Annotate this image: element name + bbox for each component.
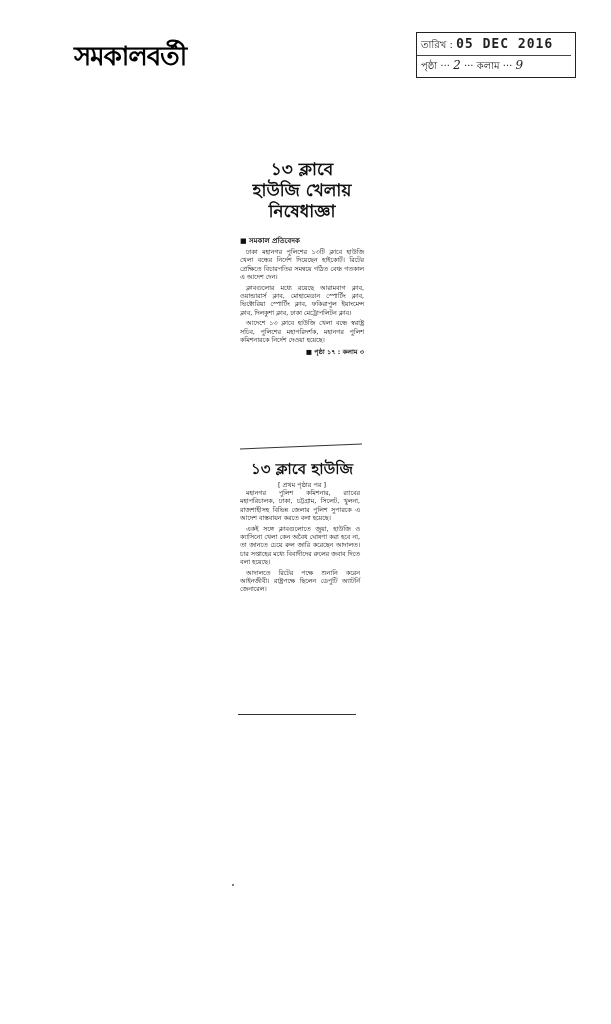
clipping-divider — [240, 443, 362, 451]
stamp-page-row: পৃষ্ঠা ··· 2 ··· কলাম ··· 9 — [417, 55, 571, 76]
headline-line: নিষেধাজ্ঞা — [268, 202, 336, 222]
continuation-paragraph: মহানগর পুলিশ কমিশনার, র‍্যাবের মহাপরিচালক, ঢাকা, চট্টগ্রাম, সিলেট, খুলনা, রাজশাহীসহ বিভিন্ন জেলার পুলিশ সুপারকে এ আদেশ বাস্তবায়ন করতে বলা হয়েছে। — [240, 490, 360, 523]
headline-line: হাউজি খেলায় — [252, 181, 352, 201]
headline-line: ১৩ ক্লাবে — [270, 160, 334, 180]
article-body — [240, 249, 364, 345]
continuation-from: [ প্রথম পৃষ্ঠার পর ] — [277, 481, 327, 489]
news-clipping — [240, 160, 364, 358]
stamp-page-value: 2 — [453, 58, 461, 72]
stamp-date-label: তারিখ — [421, 40, 447, 51]
continuation-paragraph: আদালতে রিটের পক্ষে শুনানি করেন আইনজীবী। রাষ্ট্রপক্ষে ছিলেন ডেপুটি অ্যাটর্নি জেনারেল। — [240, 569, 360, 594]
newspaper-masthead: সমকালবর্তী — [74, 42, 187, 72]
end-rule — [238, 714, 356, 715]
stamp-column-label: কলাম — [476, 61, 500, 72]
stamp-column-value: 9 — [515, 58, 524, 72]
archive-stamp — [416, 32, 576, 78]
stamp-date-value: 05 DEC 2016 — [456, 37, 554, 52]
scan-speck — [232, 884, 234, 886]
continuation-body — [240, 490, 360, 597]
article-paragraph: ঢাকা মহানগর পুলিশের ১৩টি ক্লাবে হাউজি খেলা বন্ধের নির্দেশ দিয়েছেন হাইকোর্ট। রিটের প্রেক্ষিতে বিচারপতির সমন্বয়ে গঠিত বেঞ্চ গতকাল এ আদেশ দেন। — [240, 249, 364, 282]
continued-reference: ■ পৃষ্ঠা ১৭ : কলাম ৩ — [305, 348, 364, 357]
article-byline: ■ সমকাল প্রতিবেদক — [240, 237, 300, 245]
article-paragraph: আদেশে ১৩ ক্লাবে হাউজি খেলা বন্ধে স্বরাষ্ট্র সচিব, পুলিশের মহাপরিদর্শক, মহানগর পুলিশ কমিশনারকে নির্দেশ দেওয়া হয়েছে। — [240, 320, 364, 345]
article-paragraph: ক্লাবগুলোর মধ্যে রয়েছে আরামবাগ ক্লাব, ওয়ান্ডারার্স ক্লাব, মোহামেডান স্পোর্টিং ক্লাব, ভিক্টোরিয়া স্পোর্টিং ক্লাব, ফকিরাপুল ইয়াংমেন্স ক্লাব, দিলকুশা ক্লাব, ঢাকা মেট্রোপলিটন ক্লাব। — [240, 284, 364, 317]
stamp-page-label: পৃষ্ঠা — [421, 61, 438, 72]
continuation-paragraph: একই সঙ্গে ক্লাবগুলোতে জুয়া, হাউজি ও ক্যাসিনো খেলা কেন অবৈধ ঘোষণা করা হবে না, তা জানতে চেয়ে রুল জারি করেছেন আদালত। চার সপ্তাহের মধ্যে বিবাদীদের রুলের জবাব দিতে বলা হয়েছে। — [240, 525, 360, 567]
article-headline — [240, 160, 364, 223]
stamp-date-row: তারিখ : 05 DEC 2016 — [421, 37, 554, 52]
continuation-headline: ১৩ ক্লাবে হাউজি — [250, 460, 354, 478]
